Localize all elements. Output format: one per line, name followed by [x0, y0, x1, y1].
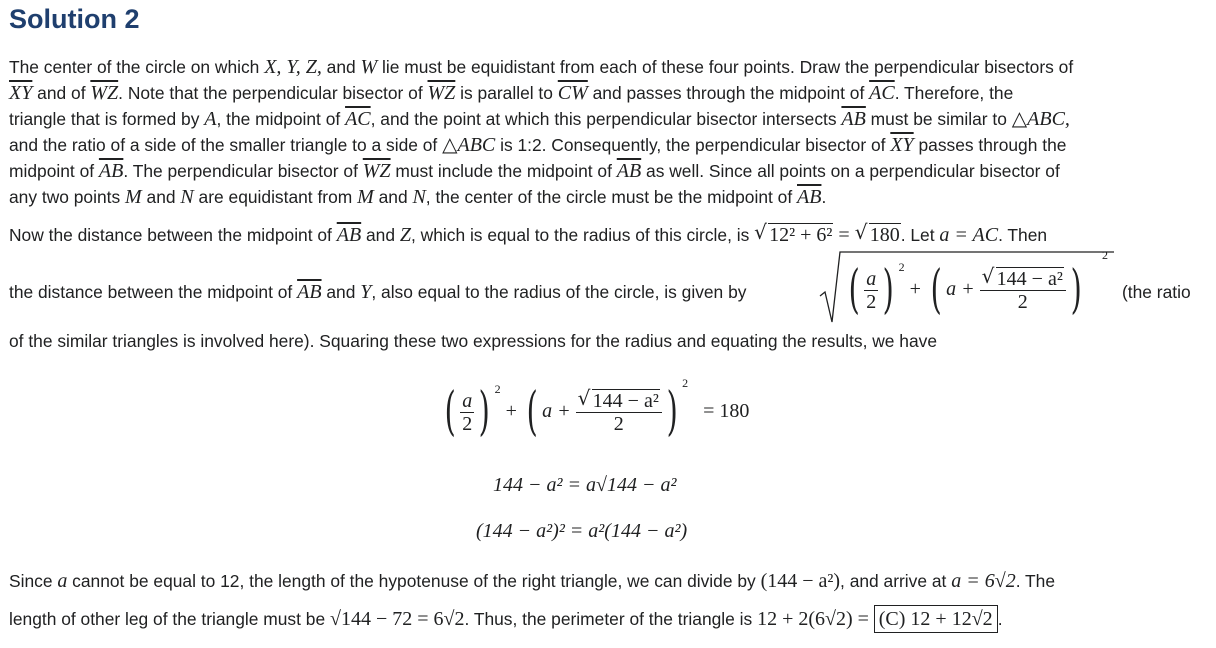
p1-line-4: and the ratio of a side of the smaller triangle to a side of △ABC is 1:2. Consequently, the perpendicular bisector of $\overline{XY}$ passes through the [9, 134, 1067, 156]
radius-expression-inline: ( $\frac{a}{2}$ ) $^2$ + ( a + √ $\frac{\text{144 − a²}}{2}$ ) 2 [818, 246, 1118, 326]
final-answer-box: (C) 12 + 12√2 [874, 605, 998, 633]
p2-line-3: of the similar triangles is involved here). Squaring these two expressions for the radius and equating the results, we have [9, 331, 938, 351]
display-equation-1: ( $\frac{a}{2}$ ) $^2$ + ( a + √ $\frac{\text{144 − a²}}{2}$ ) $^2$ = 180 [440, 376, 749, 438]
p3-line-2: length of other leg of the triangle must be √144 − 72 = 6√2. Thus, the perimeter of the triangle is 12 + 2(6√2) = (C) 12 + 12√2 . [9, 606, 1003, 632]
p2-line-2: the distance between the midpoint of $\overline{AB}$ and Y, also equal to the radius of the circle, is given by [9, 281, 747, 303]
p3-line-1: Since a cannot be equal to 12, the length of the hypotenuse of the right triangle, we can divide by (144 − a²), and arrive at a = 6√2. The [9, 570, 1056, 592]
p2-line-1: Now the distance between the midpoint of $\overline{AB}$ and Z, which is equal to the radius of this circle, is √ 12² + 6² = √ 180. Let a = AC. Then [9, 222, 1047, 248]
p1-line-2: $\overline{XY}$ and of $\overline{WZ}$. Note that the perpendicular bisector of $\overline{WZ}$ is parallel to $\overline{CW}$ and passes through the midpoint of $\overline{AC}$. Therefore, the [9, 82, 1014, 104]
p1-line-1: The center of the circle on which X, Y, Z, and W lie must be equidistant from each of these four points. Draw the perpendicular bisectors of [9, 56, 1074, 78]
p1-line-3: triangle that is formed by A, the midpoint of $\overline{AC}$, and the point at which this perpendicular bisector intersects $\overline{AB}$ must be similar to △ABC, [9, 108, 1070, 130]
solution-heading: Solution 2 [9, 4, 140, 34]
display-equation-2: 144 − a² = a√144 − a² [493, 474, 677, 496]
display-equation-3: (144 − a²)² = a²(144 − a²) [476, 520, 688, 542]
p1-line-5: midpoint of $\overline{AB}$. The perpendicular bisector of $\overline{WZ}$ must include the midpoint of $\overline{AB}$ as well. Since all points on a perpendicular bisector of [9, 160, 1060, 182]
p1-line-6: any two points M and N are equidistant from M and N, the center of the circle must be the midpoint of $\overline{AB}$. [9, 186, 827, 208]
p2-line-2-tail: (the ratio [1122, 282, 1191, 302]
